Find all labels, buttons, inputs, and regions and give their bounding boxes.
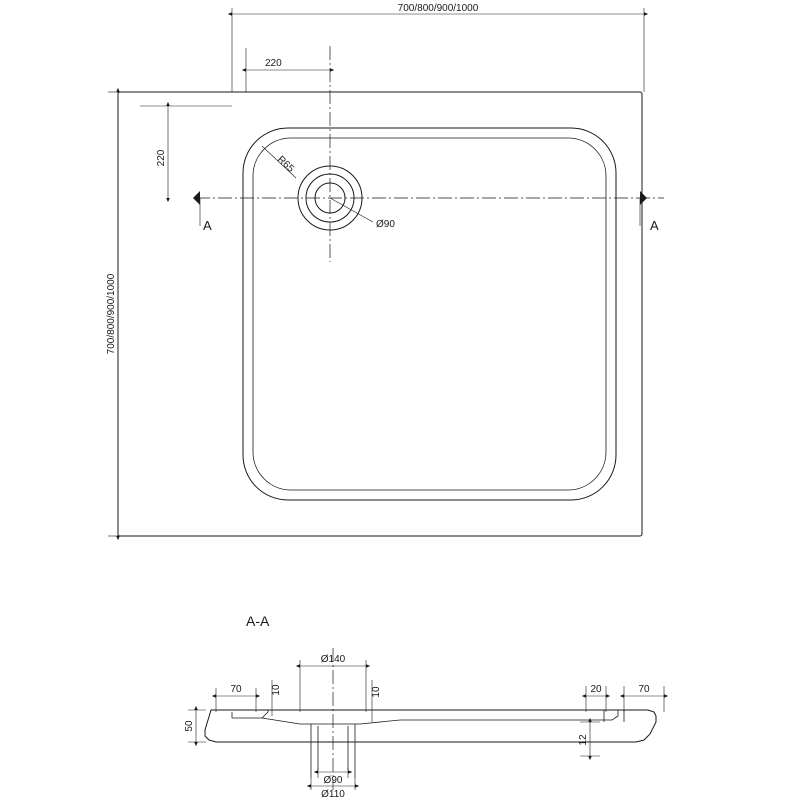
- tray-basin-outline: [243, 128, 616, 500]
- section-basin-line: [232, 710, 618, 724]
- left70-label: 70: [230, 684, 242, 695]
- top-view: [106, 3, 664, 536]
- right20-label: 20: [590, 684, 602, 695]
- section-title: A-A: [246, 613, 270, 629]
- section-arrow-left: [193, 191, 200, 205]
- drain-diameter-leader: [330, 198, 373, 222]
- section-view-aa: [184, 613, 664, 800]
- section-basin-line-3: [262, 710, 268, 718]
- top-overall-dim-label: 700/800/900/1000: [397, 3, 479, 14]
- drain-diameter-label: Ø90: [376, 219, 395, 230]
- tray-outer-outline: [118, 92, 642, 536]
- d140-label: Ø140: [320, 654, 346, 665]
- left10-label: 10: [271, 684, 282, 696]
- inner10-label: 10: [371, 686, 382, 698]
- section-arrow-right: [640, 191, 647, 205]
- tray-basin-inner-outline: [253, 138, 606, 490]
- left-overall-dim-label: 700/800/900/1000: [106, 273, 117, 355]
- radius-label: R65: [274, 154, 296, 175]
- right70-label: 70: [638, 684, 650, 695]
- drain-y-dim-label: 220: [156, 149, 167, 167]
- h12-label: 12: [578, 734, 589, 746]
- section-mark-left: A: [203, 218, 212, 233]
- h50-label: 50: [184, 720, 195, 732]
- section-mark-right: A: [650, 218, 659, 233]
- d110-label: Ø110: [321, 789, 345, 800]
- drain-x-dim-label: 220: [265, 58, 282, 69]
- d90-label: Ø90: [323, 775, 343, 786]
